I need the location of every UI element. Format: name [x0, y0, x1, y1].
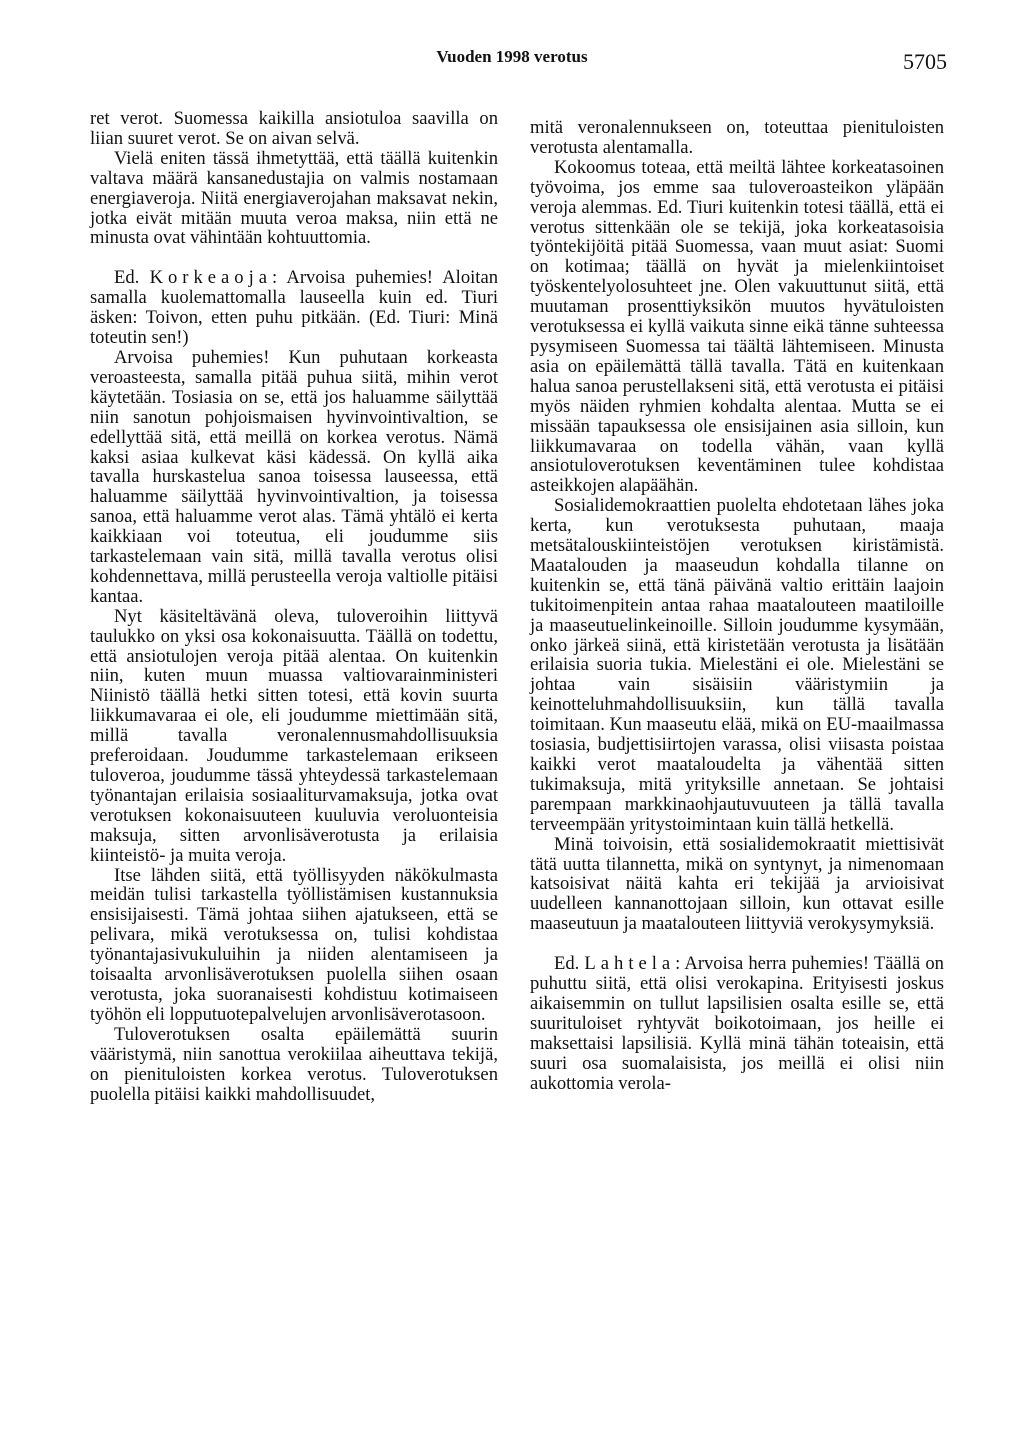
speech-prefix: Ed.	[554, 953, 580, 975]
speech-text: : Arvoisa herra puhemies! Täällä on puhuttu siitä, että olisi verokapina. Erityisesti joskus aikaisemmin on tullut lapsilisien osalta esille se, että suurituloiset ryhtyvät boikotoimaan, jos heille ei maksettaisi lapsilisiä. Kyllä minä tähän toteaisin, että suuri osa suomalaisista, jos meillä ei olisi niin aukottomia verola-	[530, 953, 944, 1094]
paragraph: Itse lähden siitä, että työllisyyden näkökulmasta meidän tulisi tarkastella työllistämisen kustannuksia ensisijaisesti. Tämä johtaa siihen ajatukseen, että se pelivara, mikä verotuksessa on, tulisi kohdistaa työnantajasivukuluihin ja niiden alentamiseen ja toisaalta arvonlisäverotuksen puolella siihen osaan verotusta, joka suoranaisesti kohdistuu kotimaiseen työhön eli lopputuotepalvelujen arvonlisäverotasoon.	[90, 864, 498, 1025]
paragraph: ret verot. Suomessa kaikilla ansiotuloa saavilla on liian suuret verot. Se on aivan selvä.	[90, 108, 498, 149]
left-column	[90, 109, 498, 1104]
speech-opening-korkeaoja	[90, 268, 498, 348]
page-number: 5705	[903, 49, 947, 74]
paragraph: Minä toivoisin, että sosialidemokraatit miettisivät tätä uutta tilannetta, mikä on syntynyt, ja nimenomaan katsoisivat näitä kahta eri tekijää ja arvioisivat uudelleen kannanottojaan silloin, kun ottavat esille maaseutuun ja maatalouteen liittyviä verokysymyksiä.	[530, 833, 944, 935]
paragraph: Vielä eniten tässä ihmetyttää, että täällä kuitenkin valtava määrä kansanedustajia on valmis nostamaan energiaveroja. Niitä energiaverojahan maksavat nekin, jotka eivät mitään muuta veroa maksa, niin että ne minusta ovat vähintään kohtuuttomia.	[90, 147, 498, 249]
paragraph: Kokoomus toteaa, että meiltä lähtee korkeatasoinen työvoima, jos emme saa tuloveroasteikon yläpään veroja alemmas. Ed. Tiuri kuitenkin totesi täällä, että ei verotus sittenkään ole se tekijä, joka korkeatasoisia työntekijöitä pitää Suomessa, vaan muut asiat: Suomi on kotimaa; täällä on hyvät ja mielenkiintoiset työskentelyolosuhteet jne. Olen vakuuttunut siitä, että muutaman prosenttiyksikön muutos hyvätuloisten verotuksessa ei kyllä vaikuta sinne eikä tänne suhteessa pysymiseen Suomessa tai täältä lähtemiseen. Minusta asia on epäilemättä tällä tavalla. Tätä en kuitenkaan halua sanoa perustellakseni sitä, että verotusta ei pitäisi myös näiden ryhmien kohdalta alentaa. Mutta se ei missään tapauksessa ole ensisijainen asia silloin, kun liikkumavaraa on todella vähän, vaan kyllä ansiotuloverotuksen keventäminen tulee kohdistaa asteikkojen alapäähän.	[530, 156, 944, 497]
paragraph: Nyt käsiteltävänä oleva, tuloveroihin liittyvä taulukko on yksi osa kokonaisuutta. Täällä on todettu, että ansiotulojen veroja pitää alentaa. On kuitenkin niin, kuten muun muassa valtiovarainministeri Niinistö täällä hetki sitten totesi, että kovin suurta liikkumavaraa ei ole, eli joudumme miettimään sitä, millä tavalla veronalennusmahdollisuuksia preferoidaan. Joudumme tarkastelemaan erikseen tuloveroa, joudumme tässä yhteydessä tarkastelemaan työnantajan erilaisia sosiaaliturvamaksuja, jotka ovat verotuksen kokonaisuuteen kuuluvia veroluonteisia maksuja, sitten arvonlisäverotusta ja erilaisia kiinteistö- ja muita veroja.	[90, 605, 498, 866]
speech-text: : Arvoisa puhemies! Aloitan samalla kuolemattomalla lauseella kuin ed. Tiuri äsken: Toivon, etten puhu pitkään. (Ed. Tiuri: Minä toteutin sen!)	[90, 267, 498, 349]
paragraph: mitä veronalennukseen on, toteuttaa pienituloisten verotusta alentamalla.	[530, 117, 944, 158]
paragraph: Tuloverotuksen osalta epäilemättä suurin vääristymä, niin sanottua verokiilaa aiheuttava tekijä, on pienituloisten korkea verotus. Tuloverotuksen puolella pitäisi kaikki mahdollisuudet,	[90, 1023, 498, 1105]
right-column	[530, 118, 944, 1094]
speaker-name: Lahtela	[584, 953, 676, 975]
speech-prefix: Ed.	[114, 267, 140, 289]
page-header	[0, 47, 1024, 77]
paragraph: Arvoisa puhemies! Kun puhutaan korkeasta veroasteesta, samalla pitää puhua siitä, mihin verot käytetään. Tosiasia on se, että jos haluamme säilyttää niin sanotun pohjoismaisen hyvinvointivaltion, se edellyttää sitä, että meillä on korkea verotus. Nämä kaksi asiaa kulkevat käsi kädessä. On kyllä aika tavalla hurskastelua sanoa toisessa lauseessa, että haluamme säilyttää hyvinvointivaltion, ja toisessa sanoa, että haluamme verot alas. Tämä yhtälö ei kerta kaikkiaan voi toteutua, eli joudumme siis tarkastelemaan vain sitä, millä tavalla verotus olisi kohdennettava, millä perusteella veroja valtiolle pitäisi kantaa.	[90, 346, 498, 607]
paragraph: Sosialidemokraattien puolelta ehdotetaan lähes joka kerta, kun verotuksesta puhutaan, maaja metsätalouskiinteistöjen verotuksen kiristämistä. Maatalouden ja maaseudun kohdalla tilanne on kuitenkin se, että tänä päivänä valtio erittäin laajoin tukitoimenpitein antaa rahaa maatalouteen maatiloille ja maaseutuelinkeinoille. Silloin joudumme kysymään, onko järkeä siinä, että kiristetään verotusta ja lisätään erilaisia suoria tukia. Mielestäni ei ole. Mielestäni se johtaa vain sisäisiin vääristymiin ja keinotteluhmahdollisuuksiin, kun tällä tavalla toimitaan. Kun maaseutu elää, mikä on EU-maailmassa tosiasia, budjettisiirtojen varassa, olisi viisasta poistaa kaikki verot maataloudelta ja vähentää sitten tukimaksuja, mitä yrityksille annetaan. Se johtaisi parempaan markkinaohjautuvuuteen ja tällä tavalla terveempään yritystoimintaan kuin tällä hetkellä.	[530, 495, 944, 835]
speaker-name: Korkeaoja	[149, 267, 273, 289]
speech-opening-lahtela	[530, 954, 944, 1093]
running-title: Vuoden 1998 verotus	[436, 47, 588, 66]
